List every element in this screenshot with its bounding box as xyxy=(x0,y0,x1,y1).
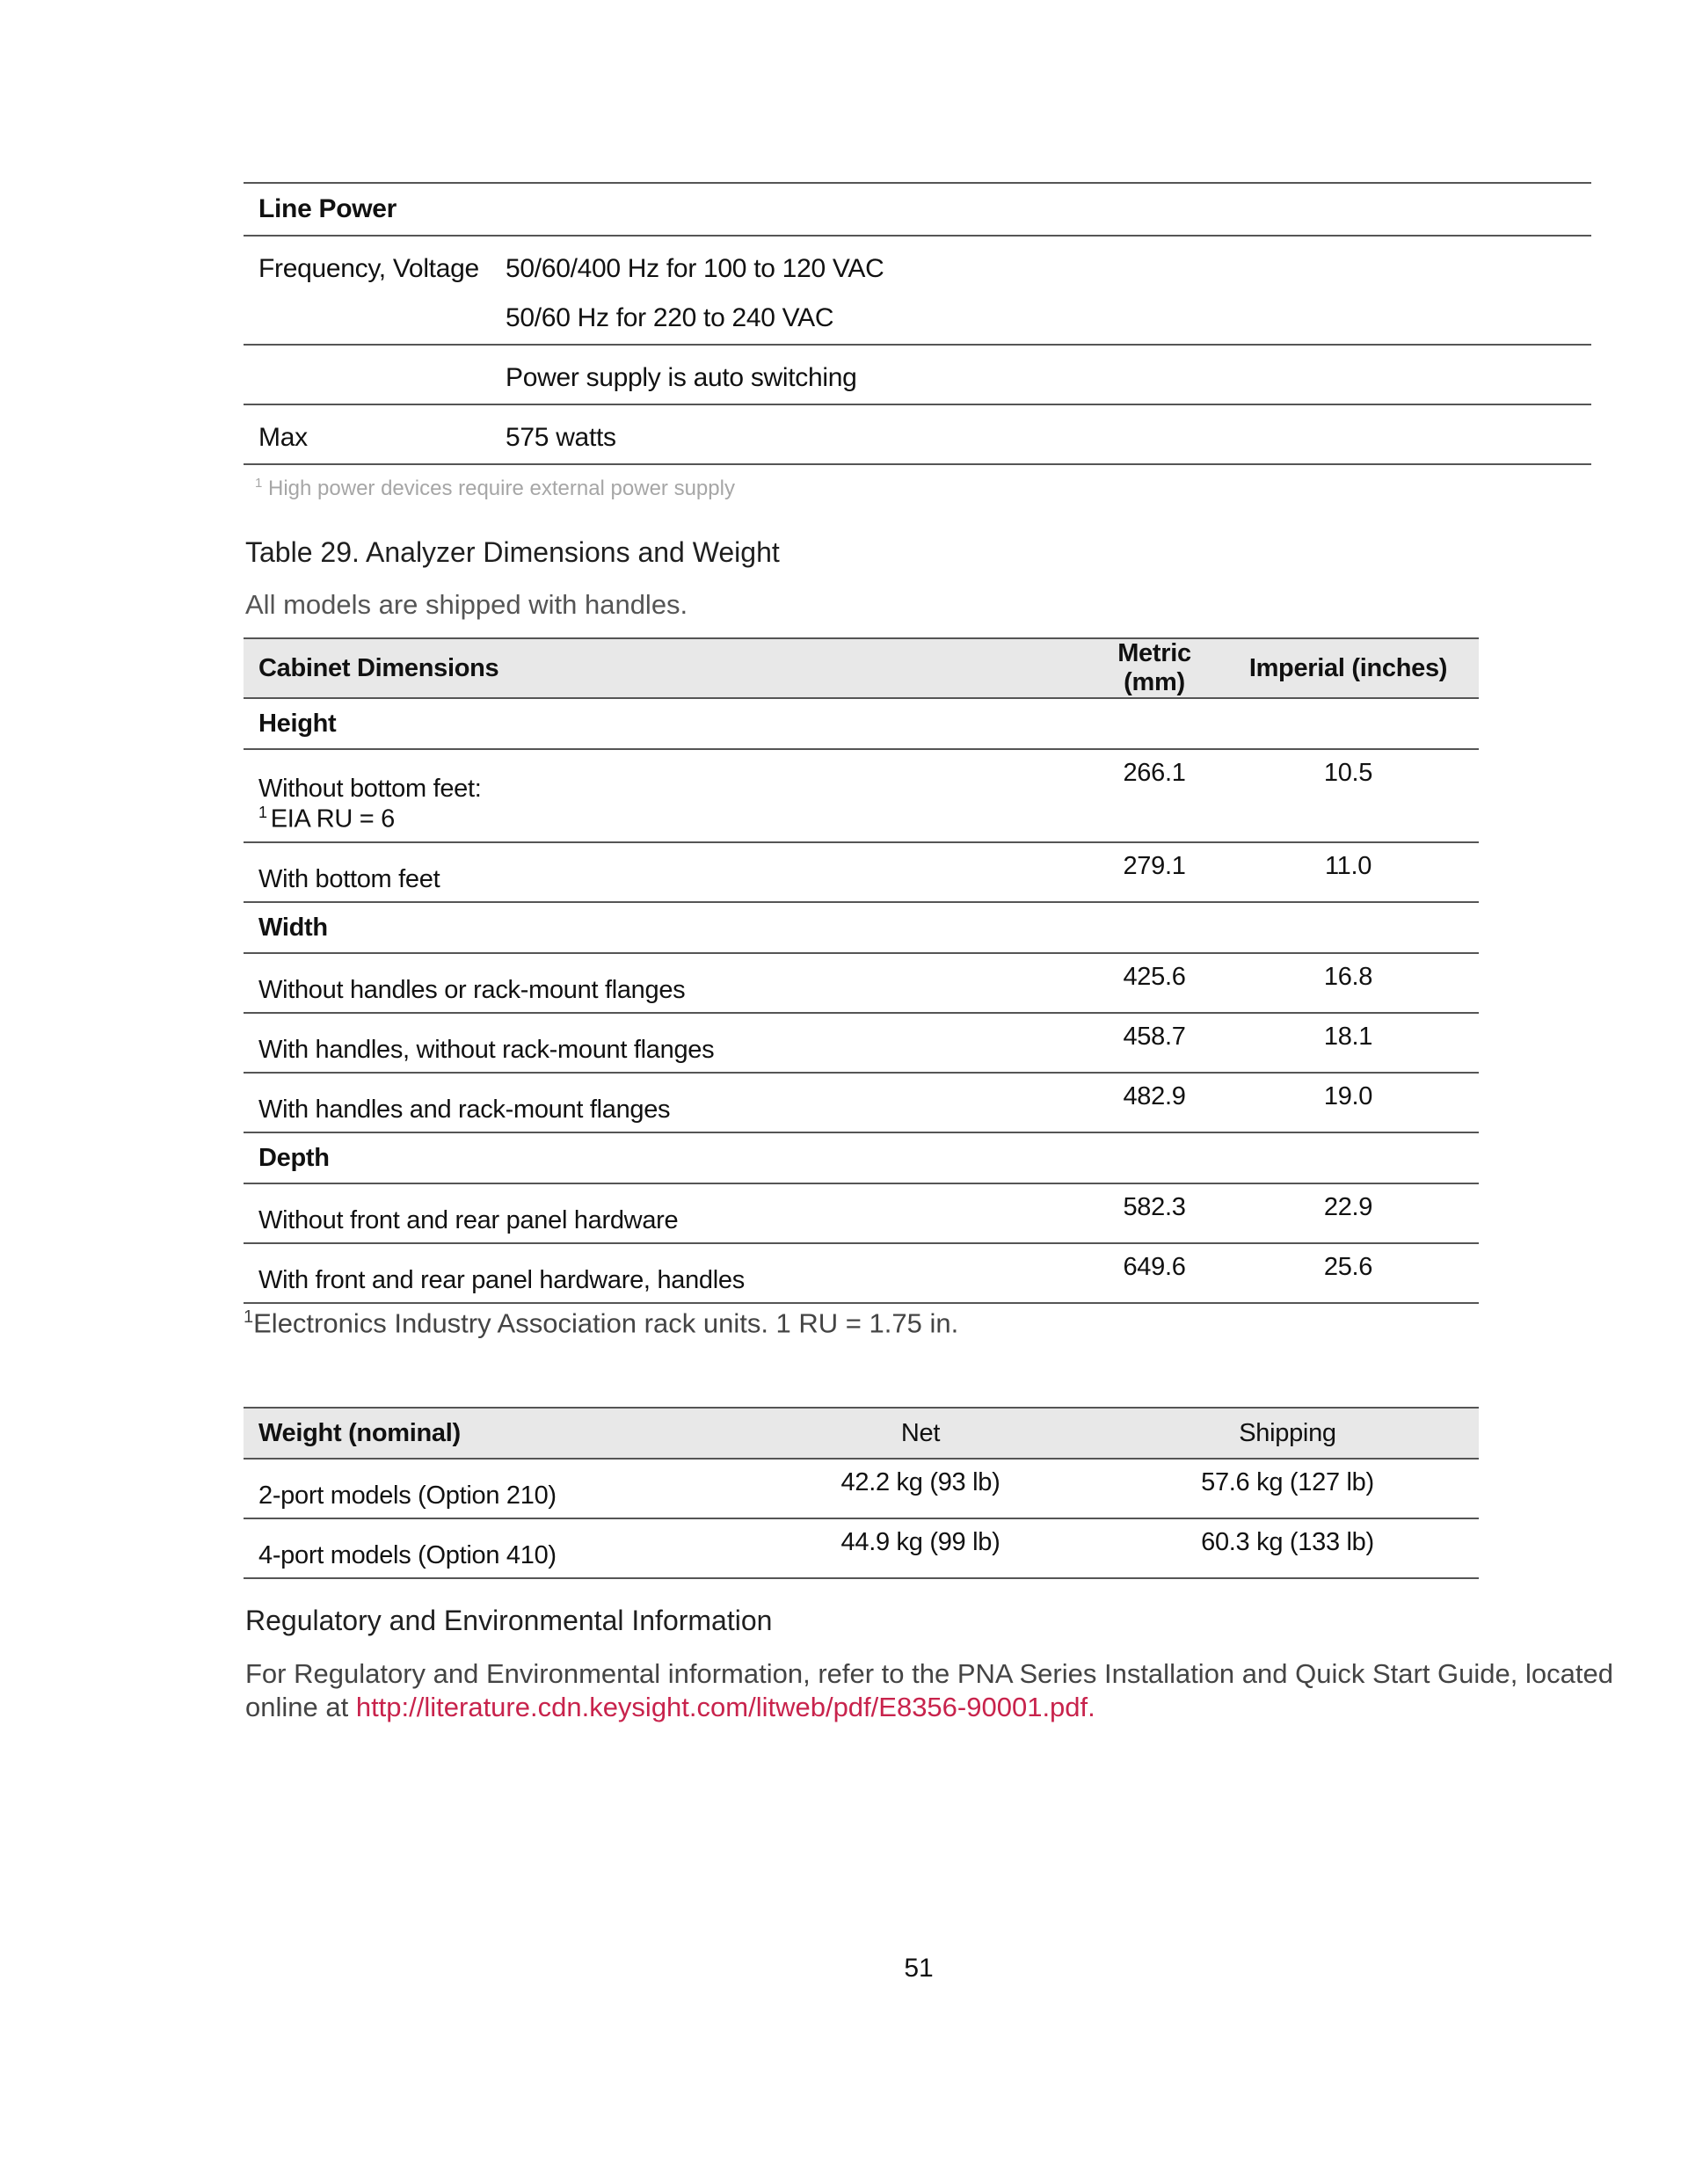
imperial-cell: 19.0 xyxy=(1218,1073,1479,1132)
weight-table xyxy=(244,1407,1479,1579)
page-number: 51 xyxy=(904,1954,934,1983)
metric-cell: 425.6 xyxy=(1091,953,1218,1013)
footnote-mark: 1 xyxy=(255,476,263,491)
section-label: Height xyxy=(244,698,1479,749)
table-header-row xyxy=(244,1408,1479,1459)
table-subcaption: All models are shipped with handles. xyxy=(245,589,688,620)
imperial-cell: 25.6 xyxy=(1218,1243,1479,1303)
row-label: With handles, without rack-mount flanges xyxy=(244,1013,1091,1073)
row-label: Without handles or rack-mount flanges xyxy=(244,953,1091,1013)
regulatory-heading: Regulatory and Environmental Information xyxy=(245,1605,773,1636)
imperial-cell: 18.1 xyxy=(1218,1013,1479,1073)
section-label: Width xyxy=(244,902,1479,953)
footnote-mark: 1 xyxy=(244,1307,254,1327)
regulatory-paragraph xyxy=(245,1657,1617,1724)
row-label-line1: Without bottom feet: xyxy=(258,775,482,804)
row-label: Without front and rear panel hardware xyxy=(244,1183,1091,1243)
regulatory-text-prefix: online at xyxy=(245,1692,356,1722)
section-row xyxy=(244,1132,1479,1183)
regulatory-text: For Regulatory and Environmental information, refer to the PNA Series Installation and Quick Start Guide, located xyxy=(245,1658,1613,1689)
row-label-line2 xyxy=(258,804,1076,834)
row-label: 4-port models (Option 410) xyxy=(244,1518,745,1578)
imperial-cell: 22.9 xyxy=(1218,1183,1479,1243)
shipping-cell: 57.6 kg (127 lb) xyxy=(1096,1459,1479,1518)
row-value: 50/60 Hz for 220 to 240 VAC xyxy=(506,303,834,332)
metric-cell: 482.9 xyxy=(1091,1073,1218,1132)
row-label xyxy=(244,749,1091,842)
imperial-cell: 10.5 xyxy=(1218,749,1479,842)
row-value: 575 watts xyxy=(506,423,616,452)
column-header: Imperial (inches) xyxy=(1218,638,1479,698)
footnote-mark: 1 xyxy=(258,804,267,822)
table-row xyxy=(244,405,1591,465)
row-label: Max xyxy=(258,423,308,452)
table-row xyxy=(244,1013,1479,1073)
row-label: 2-port models (Option 210) xyxy=(244,1459,745,1518)
row-value: 50/60/400 Hz for 100 to 120 VAC xyxy=(506,254,884,283)
row-label: With handles and rack-mount flanges xyxy=(244,1073,1091,1132)
table-row xyxy=(244,346,1591,405)
table-row xyxy=(244,749,1479,842)
table-row xyxy=(244,1459,1479,1518)
line-power-header-row xyxy=(244,182,1591,237)
guide-link[interactable]: http://literature.cdn.keysight.com/litweb/pdf/E8356-90001.pdf. xyxy=(355,1692,1095,1722)
metric-cell: 649.6 xyxy=(1091,1243,1218,1303)
row-value: Power supply is auto switching xyxy=(506,363,857,392)
column-header: Shipping xyxy=(1096,1408,1479,1459)
table-row xyxy=(244,953,1479,1013)
footnote-text: High power devices require external power supply xyxy=(268,477,735,500)
table-header-row xyxy=(244,638,1479,698)
row-label-text: EIA RU = 6 xyxy=(270,805,395,834)
section-row xyxy=(244,698,1479,749)
metric-cell: 582.3 xyxy=(1091,1183,1218,1243)
table-row xyxy=(244,1073,1479,1132)
table-row xyxy=(244,1243,1479,1303)
table-row xyxy=(244,237,1591,346)
column-header: Weight (nominal) xyxy=(244,1408,745,1459)
dimensions-table xyxy=(244,637,1479,1304)
table-row xyxy=(244,842,1479,902)
section-row xyxy=(244,902,1479,953)
row-label: Frequency, Voltage xyxy=(258,254,479,283)
table-row xyxy=(244,1518,1479,1578)
line-power-title: Line Power xyxy=(258,194,397,223)
imperial-cell: 11.0 xyxy=(1218,842,1479,902)
column-header: Metric (mm) xyxy=(1091,638,1218,698)
net-cell: 42.2 kg (93 lb) xyxy=(745,1459,1096,1518)
column-header: Cabinet Dimensions xyxy=(244,638,1091,698)
metric-cell: 458.7 xyxy=(1091,1013,1218,1073)
metric-cell: 279.1 xyxy=(1091,842,1218,902)
regulatory-text-line2 xyxy=(245,1691,1617,1724)
row-label: With bottom feet xyxy=(244,842,1091,902)
net-cell: 44.9 kg (99 lb) xyxy=(745,1518,1096,1578)
table-caption: Table 29. Analyzer Dimensions and Weight xyxy=(245,536,780,568)
column-header: Net xyxy=(745,1408,1096,1459)
section-label: Depth xyxy=(244,1132,1479,1183)
line-power-footnote xyxy=(255,476,735,501)
shipping-cell: 60.3 kg (133 lb) xyxy=(1096,1518,1479,1578)
dimensions-footnote xyxy=(244,1307,958,1339)
footnote-text: Electronics Industry Association rack units. 1 RU = 1.75 in. xyxy=(253,1307,959,1339)
row-label: With front and rear panel hardware, handles xyxy=(244,1243,1091,1303)
metric-cell: 266.1 xyxy=(1091,749,1218,842)
table-row xyxy=(244,1183,1479,1243)
line-power-table xyxy=(244,182,1591,465)
imperial-cell: 16.8 xyxy=(1218,953,1479,1013)
